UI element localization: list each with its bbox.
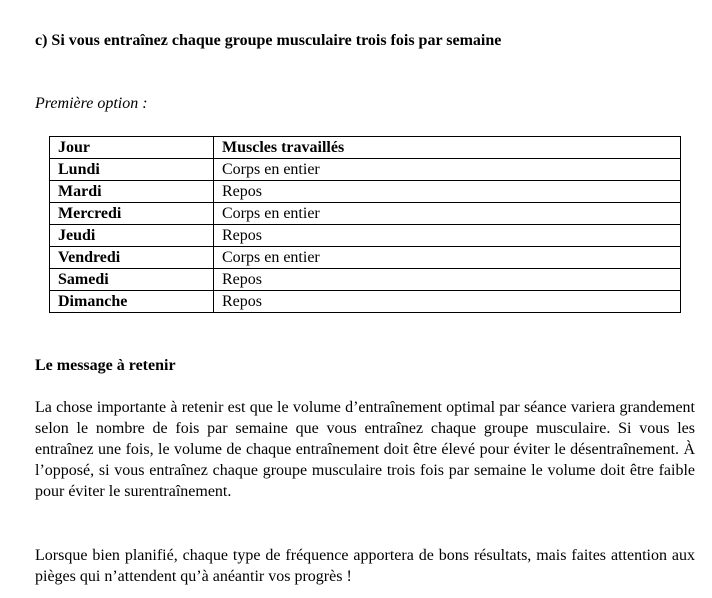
day-cell: Dimanche	[50, 291, 214, 313]
day-cell: Jeudi	[50, 225, 214, 247]
table-header-row	[50, 137, 681, 159]
muscles-cell: Repos	[214, 269, 681, 291]
section-title: Le message à retenir	[35, 357, 176, 374]
muscles-cell: Corps en entier	[214, 159, 681, 181]
option-label: Première option :	[35, 95, 148, 112]
muscles-cell: Repos	[214, 225, 681, 247]
day-cell: Mardi	[50, 181, 214, 203]
paragraph-closing: Lorsque bien planifié, chaque type de fréquence apportera de bons résultats, mais faites attention aux pièges qui n’attendent qu’à anéantir vos progrès !	[35, 547, 695, 585]
paragraph-main: La chose importante à retenir est que le volume d’entraînement optimal par séance variera grandement selon le nombre de fois par semaine que vous entraînez chaque groupe musculaire. Si vous les entraînez une fois, le volume de chaque entraînement doit être élevé pour éviter le désentraînement. À l’opposé, si vous entraînez chaque groupe musculaire trois fois par semaine le volume doit être faible pour éviter le surentraînement.	[35, 399, 695, 500]
column-header-muscles: Muscles travaillés	[214, 137, 681, 159]
column-header-day: Jour	[50, 137, 214, 159]
day-cell: Samedi	[50, 269, 214, 291]
day-cell: Lundi	[50, 159, 214, 181]
table-row	[50, 225, 681, 247]
muscles-cell: Repos	[214, 181, 681, 203]
table-row	[50, 181, 681, 203]
muscles-cell: Repos	[214, 291, 681, 313]
table-row	[50, 269, 681, 291]
muscles-cell: Corps en entier	[214, 203, 681, 225]
section-heading: c) Si vous entraînez chaque groupe musculaire trois fois par semaine	[35, 32, 502, 49]
muscles-cell: Corps en entier	[214, 247, 681, 269]
day-cell: Mercredi	[50, 203, 214, 225]
table-row	[50, 203, 681, 225]
table-row	[50, 291, 681, 313]
table-row	[50, 247, 681, 269]
day-cell: Vendredi	[50, 247, 214, 269]
table-row	[50, 159, 681, 181]
training-schedule-table	[49, 136, 681, 313]
